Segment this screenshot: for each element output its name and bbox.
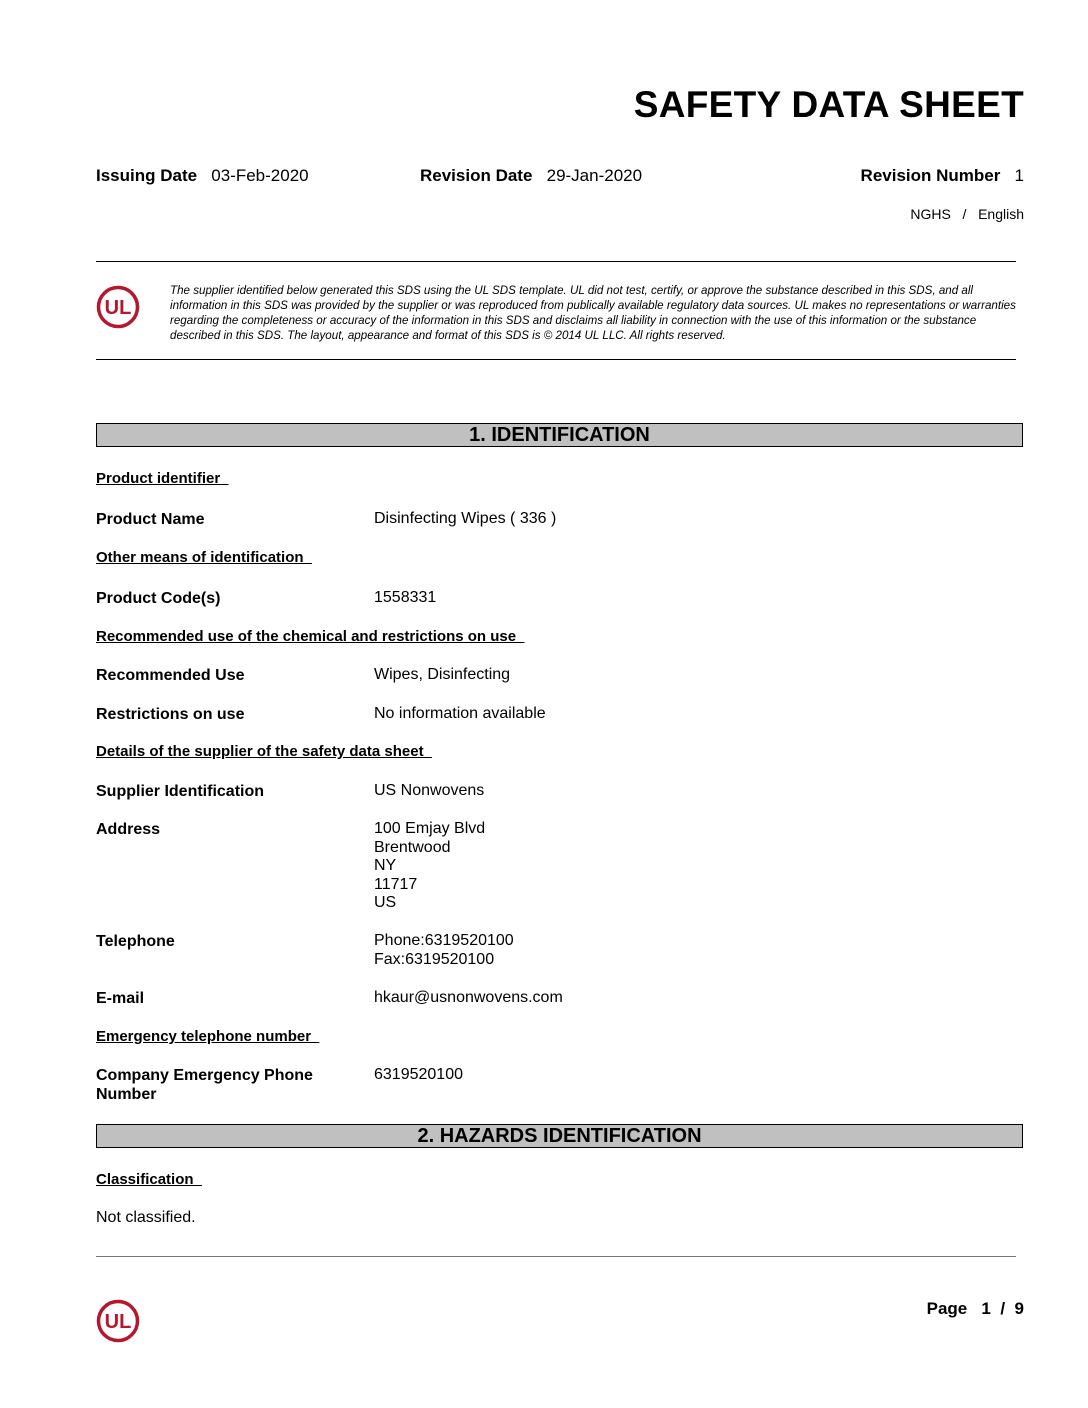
issuing-date-value: 03-Feb-2020 (211, 166, 309, 185)
product-name-label: Product Name (96, 511, 205, 528)
revision-date-label: Revision Date (420, 166, 533, 185)
product-codes-label: Product Code(s) (96, 590, 221, 607)
issuing-date (96, 166, 309, 186)
telephone-label: Telephone (96, 933, 175, 950)
supplier-id-value: US Nonwovens (374, 782, 485, 799)
classification-value: Not classified. (96, 1209, 196, 1226)
format-language (910, 206, 1024, 222)
email-label: E-mail (96, 990, 145, 1007)
page-label: Page (926, 1299, 968, 1318)
address-value: 100 Emjay Blvd Brentwood NY 11717 US (374, 820, 486, 911)
product-codes-value: 1558331 (374, 589, 437, 606)
revision-number-label: Revision Number (860, 166, 1001, 185)
footer-divider (96, 1256, 1016, 1257)
recommended-use-value: Wipes, Disinfecting (374, 666, 511, 683)
recommended-use-label: Recommended Use (96, 667, 245, 684)
other-means-heading: Other means of identification (96, 549, 312, 566)
supplier-details-heading: Details of the supplier of the safety data sheet (96, 743, 432, 760)
format-separator: / (962, 206, 967, 222)
ul-logo-icon (96, 1299, 140, 1343)
restrictions-value: No information available (374, 705, 546, 722)
email-value: hkaur@usnonwovens.com (374, 989, 563, 1006)
page-current: 1 (981, 1299, 991, 1318)
company-emergency-value: 6319520100 (374, 1066, 463, 1083)
revision-date (420, 166, 642, 186)
document-title: SAFETY DATA SHEET (633, 84, 1024, 125)
format-value: NGHS (910, 206, 951, 222)
product-identifier-heading: Product identifier (96, 470, 229, 487)
revision-number-value: 1 (1014, 166, 1024, 185)
ul-disclaimer: The supplier identified below generated this SDS using the UL SDS template. UL did not test, certify, or approve the substance described in this SDS, and all information in this SDS was provided by the supplier or was reproduced from publically available regulatory data sources. UL makes no representations or warranties regarding the completeness or accuracy of the information in this SDS and disclaims all liability in connection with the use of this information or the substance described in this SDS. The layout, appearance and format of this SDS is © 2014 UL LLC. All rights reserved. (170, 284, 1016, 342)
page-indicator (927, 1299, 1024, 1319)
page-total: 9 (1014, 1299, 1024, 1318)
svg-text:UL: UL (104, 297, 132, 319)
section-1-header: 1. IDENTIFICATION (96, 423, 1023, 447)
section-2-header: 2. HAZARDS IDENTIFICATION (96, 1124, 1023, 1148)
classification-heading: Classification (96, 1171, 202, 1188)
language-value: English (978, 206, 1024, 222)
revision-number (861, 166, 1024, 186)
svg-text:UL: UL (104, 1311, 132, 1333)
company-emergency-label: Company Emergency Phone Number (96, 1067, 313, 1103)
product-name-value: Disinfecting Wipes ( 336 ) (374, 510, 557, 527)
emergency-heading: Emergency telephone number (96, 1028, 320, 1045)
restrictions-label: Restrictions on use (96, 706, 245, 723)
issuing-date-label: Issuing Date (96, 166, 198, 185)
recommended-use-heading: Recommended use of the chemical and restrictions on use (96, 628, 525, 645)
divider (96, 261, 1016, 262)
telephone-value: Phone:6319520100 Fax:6319520100 (374, 932, 514, 968)
divider (96, 359, 1016, 360)
ul-logo-icon (96, 285, 140, 329)
address-label: Address (96, 821, 161, 838)
supplier-id-label: Supplier Identification (96, 783, 265, 800)
revision-date-value: 29-Jan-2020 (546, 166, 643, 185)
page-separator: / (1000, 1299, 1006, 1318)
